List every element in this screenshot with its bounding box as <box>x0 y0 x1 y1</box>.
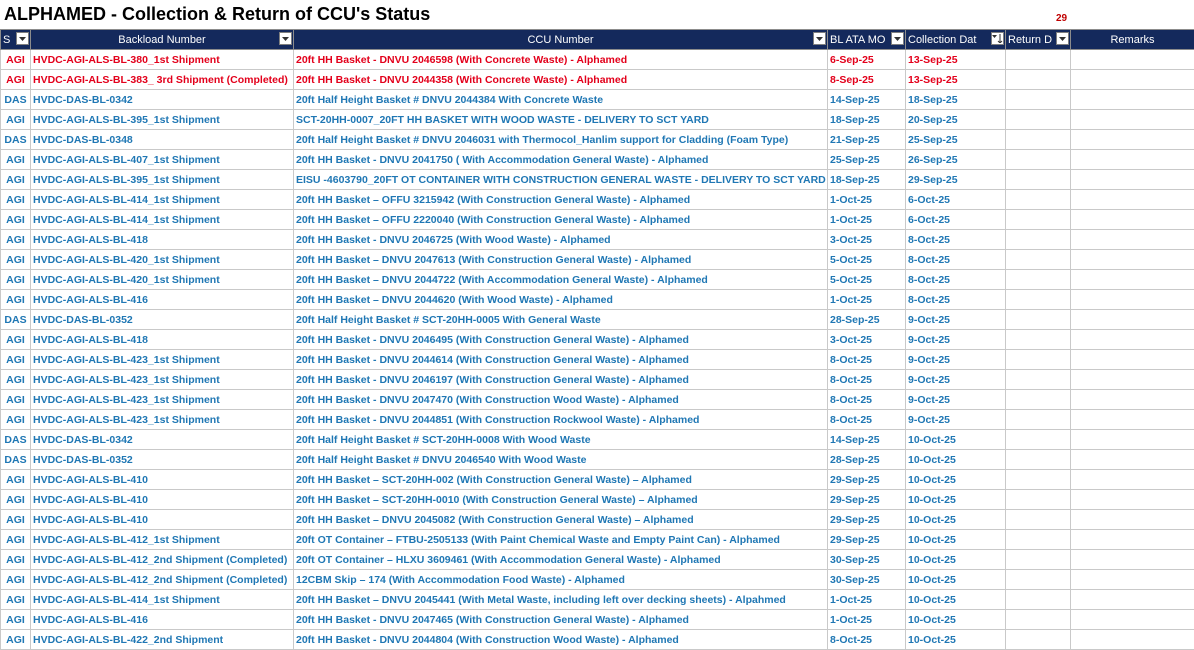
site-cell[interactable]: DAS <box>1 310 31 330</box>
collection-date-cell[interactable]: 13-Sep-25 <box>906 70 1006 90</box>
backload-number-cell[interactable]: HVDC-AGI-ALS-BL-423_1st Shipment <box>31 410 294 430</box>
ccu-number-cell[interactable]: 20ft HH Basket - DNVU 2046495 (With Construction General Waste) - Alphamed <box>294 330 828 350</box>
remarks-cell[interactable] <box>1071 590 1194 610</box>
table-row <box>1 490 1194 510</box>
site-cell[interactable]: DAS <box>1 430 31 450</box>
remarks-cell[interactable] <box>1071 490 1194 510</box>
remarks-cell[interactable] <box>1071 570 1194 590</box>
remarks-cell[interactable] <box>1071 330 1194 350</box>
site-cell[interactable]: AGI <box>1 210 31 230</box>
table-row <box>1 390 1194 410</box>
remarks-cell[interactable] <box>1071 630 1194 650</box>
table-row <box>1 410 1194 430</box>
table-row <box>1 210 1194 230</box>
collection-date-cell[interactable]: 10-Oct-25 <box>906 570 1006 590</box>
bl-ata-date-cell[interactable]: 25-Sep-25 <box>828 150 906 170</box>
return-date-cell[interactable] <box>1006 210 1071 230</box>
table-row <box>1 330 1194 350</box>
remarks-cell[interactable] <box>1071 90 1194 110</box>
table-row <box>1 610 1194 630</box>
backload-number-cell[interactable]: HVDC-AGI-ALS-BL-414_1st Shipment <box>31 210 294 230</box>
return-date-cell[interactable] <box>1006 590 1071 610</box>
site-cell[interactable]: DAS <box>1 130 31 150</box>
bl-ata-date-cell[interactable]: 3-Oct-25 <box>828 330 906 350</box>
bl-ata-date-cell[interactable]: 30-Sep-25 <box>828 570 906 590</box>
return-date-cell[interactable] <box>1006 130 1071 150</box>
table-row <box>1 150 1194 170</box>
remarks-cell[interactable] <box>1071 550 1194 570</box>
bl-ata-date-cell[interactable]: 30-Sep-25 <box>828 550 906 570</box>
return-date-cell[interactable] <box>1006 370 1071 390</box>
site-cell[interactable]: AGI <box>1 410 31 430</box>
backload-number-cell[interactable]: HVDC-AGI-ALS-BL-416 <box>31 610 294 630</box>
backload-number-cell[interactable]: HVDC-AGI-ALS-BL-380_1st Shipment <box>31 50 294 70</box>
return-date-cell[interactable] <box>1006 290 1071 310</box>
table-row <box>1 570 1194 590</box>
backload-number-cell[interactable]: HVDC-AGI-ALS-BL-418 <box>31 330 294 350</box>
filter-dropdown-icon[interactable] <box>813 32 826 45</box>
remarks-cell[interactable] <box>1071 270 1194 290</box>
bl-ata-date-cell[interactable]: 18-Sep-25 <box>828 170 906 190</box>
bl-ata-date-cell[interactable]: 29-Sep-25 <box>828 490 906 510</box>
collection-date-cell[interactable]: 13-Sep-25 <box>906 50 1006 70</box>
site-cell[interactable]: AGI <box>1 610 31 630</box>
ccu-number-cell[interactable]: 20ft Half Height Basket # SCT-20HH-0005 With General Waste <box>294 310 828 330</box>
ccu-number-cell[interactable]: 20ft Half Height Basket # DNVU 2044384 With Concrete Waste <box>294 90 828 110</box>
backload-number-cell[interactable]: HVDC-AGI-ALS-BL-422_2nd Shipment <box>31 630 294 650</box>
site-cell[interactable]: DAS <box>1 90 31 110</box>
filter-dropdown-icon[interactable] <box>891 32 904 45</box>
ccu-number-cell[interactable]: 20ft HH Basket – SCT-20HH-002 (With Construction General Waste) – Alphamed <box>294 470 828 490</box>
collection-date-cell[interactable]: 10-Oct-25 <box>906 510 1006 530</box>
site-cell[interactable]: AGI <box>1 350 31 370</box>
table-row <box>1 510 1194 530</box>
bl-ata-date-cell[interactable]: 8-Oct-25 <box>828 350 906 370</box>
collection-date-cell[interactable]: 10-Oct-25 <box>906 490 1006 510</box>
remarks-cell[interactable] <box>1071 230 1194 250</box>
remarks-cell[interactable] <box>1071 390 1194 410</box>
ccu-number-cell[interactable]: 20ft HH Basket - DNVU 2046598 (With Concrete Waste) - Alphamed <box>294 50 828 70</box>
bl-ata-date-cell[interactable]: 1-Oct-25 <box>828 190 906 210</box>
backload-number-cell[interactable]: HVDC-AGI-ALS-BL-395_1st Shipment <box>31 170 294 190</box>
bl-ata-date-cell[interactable]: 29-Sep-25 <box>828 470 906 490</box>
remarks-cell[interactable] <box>1071 530 1194 550</box>
remarks-cell[interactable] <box>1071 50 1194 70</box>
ccu-number-cell[interactable]: EISU -4603790_20FT OT CONTAINER WITH CONSTRUCTION GENERAL WASTE - DELIVERY TO SCT YARD <box>294 170 828 190</box>
return-date-cell[interactable] <box>1006 430 1071 450</box>
return-date-cell[interactable] <box>1006 250 1071 270</box>
return-date-cell[interactable] <box>1006 230 1071 250</box>
backload-number-cell[interactable]: HVDC-DAS-BL-0348 <box>31 130 294 150</box>
bl-ata-date-cell[interactable]: 14-Sep-25 <box>828 430 906 450</box>
bl-ata-date-cell[interactable]: 1-Oct-25 <box>828 210 906 230</box>
collection-date-cell[interactable]: 10-Oct-25 <box>906 630 1006 650</box>
site-cell[interactable]: AGI <box>1 170 31 190</box>
return-date-cell[interactable] <box>1006 270 1071 290</box>
ccu-number-cell[interactable]: 20ft HH Basket – DNVU 2045082 (With Construction General Waste) – Alphamed <box>294 510 828 530</box>
collection-date-cell[interactable]: 8-Oct-25 <box>906 290 1006 310</box>
remarks-cell[interactable] <box>1071 470 1194 490</box>
ccu-number-cell[interactable]: 20ft HH Basket – SCT-20HH-0010 (With Construction General Waste) – Alphamed <box>294 490 828 510</box>
collection-date-cell[interactable]: 10-Oct-25 <box>906 430 1006 450</box>
filter-dropdown-icon[interactable] <box>16 32 29 45</box>
backload-number-cell[interactable]: HVDC-DAS-BL-0342 <box>31 90 294 110</box>
table-row <box>1 470 1194 490</box>
remarks-cell[interactable] <box>1071 370 1194 390</box>
return-date-cell[interactable] <box>1006 530 1071 550</box>
ccu-number-cell[interactable]: 20ft HH Basket - DNVU 2044614 (With Construction General Waste) - Alphamed <box>294 350 828 370</box>
site-cell[interactable]: AGI <box>1 570 31 590</box>
backload-number-cell[interactable]: HVDC-AGI-ALS-BL-410 <box>31 510 294 530</box>
backload-number-cell[interactable]: HVDC-AGI-ALS-BL-416 <box>31 290 294 310</box>
remarks-cell[interactable] <box>1071 110 1194 130</box>
bl-ata-date-cell[interactable]: 1-Oct-25 <box>828 610 906 630</box>
header-row <box>1 30 1194 50</box>
bl-ata-date-cell[interactable]: 28-Sep-25 <box>828 450 906 470</box>
site-cell[interactable]: DAS <box>1 450 31 470</box>
bl-ata-date-cell[interactable]: 1-Oct-25 <box>828 290 906 310</box>
return-date-cell[interactable] <box>1006 190 1071 210</box>
table-row <box>1 310 1194 330</box>
backload-number-cell[interactable]: HVDC-DAS-BL-0352 <box>31 310 294 330</box>
backload-number-cell[interactable]: HVDC-AGI-ALS-BL-383_ 3rd Shipment (Completed) <box>31 70 294 90</box>
bl-ata-date-cell[interactable]: 14-Sep-25 <box>828 90 906 110</box>
collection-date-cell[interactable]: 6-Oct-25 <box>906 190 1006 210</box>
collection-date-cell[interactable]: 20-Sep-25 <box>906 110 1006 130</box>
site-cell[interactable]: AGI <box>1 590 31 610</box>
table-row <box>1 590 1194 610</box>
remarks-cell[interactable] <box>1071 250 1194 270</box>
remarks-cell[interactable] <box>1071 450 1194 470</box>
remarks-cell[interactable] <box>1071 310 1194 330</box>
ccu-number-cell[interactable]: 20ft Half Height Basket # SCT-20HH-0008 With Wood Waste <box>294 430 828 450</box>
remarks-cell[interactable] <box>1071 170 1194 190</box>
return-date-cell[interactable] <box>1006 110 1071 130</box>
ccu-number-cell[interactable]: 20ft HH Basket - DNVU 2047465 (With Construction General Waste) - Alphamed <box>294 610 828 630</box>
bl-ata-date-cell[interactable]: 29-Sep-25 <box>828 510 906 530</box>
table-row <box>1 90 1194 110</box>
bl-ata-date-cell[interactable]: 28-Sep-25 <box>828 310 906 330</box>
collection-date-cell[interactable]: 29-Sep-25 <box>906 170 1006 190</box>
table-row <box>1 290 1194 310</box>
site-cell[interactable]: AGI <box>1 490 31 510</box>
header-ccu: CCU Number <box>294 30 828 50</box>
backload-number-cell[interactable]: HVDC-AGI-ALS-BL-412_1st Shipment <box>31 530 294 550</box>
remarks-cell[interactable] <box>1071 510 1194 530</box>
ccu-number-cell[interactable]: 20ft HH Basket - DNVU 2047470 (With Construction Wood Waste) - Alphamed <box>294 390 828 410</box>
remarks-cell[interactable] <box>1071 150 1194 170</box>
remarks-cell[interactable] <box>1071 610 1194 630</box>
return-date-cell[interactable] <box>1006 390 1071 410</box>
sheet-title: ALPHAMED - Collection & Return of CCU's Status <box>4 4 430 25</box>
header-return-date: Return D <box>1006 30 1071 50</box>
ccu-number-cell[interactable]: SCT-20HH-0007_20FT HH BASKET WITH WOOD WASTE - DELIVERY TO SCT YARD <box>294 110 828 130</box>
backload-number-cell[interactable]: HVDC-AGI-ALS-BL-414_1st Shipment <box>31 190 294 210</box>
table-row <box>1 250 1194 270</box>
site-cell[interactable]: AGI <box>1 230 31 250</box>
site-cell[interactable]: AGI <box>1 630 31 650</box>
table-row <box>1 70 1194 90</box>
ccu-number-cell[interactable]: 20ft HH Basket - DNVU 2044851 (With Construction Rockwool Waste) - Alphamed <box>294 410 828 430</box>
bl-ata-date-cell[interactable]: 5-Oct-25 <box>828 270 906 290</box>
ccu-number-cell[interactable]: 20ft Half Height Basket # DNVU 2046031 with Thermocol_Hanlim support for Cladding (Foam Type) <box>294 130 828 150</box>
ccu-number-cell[interactable]: 20ft HH Basket - DNVU 2046197 (With Construction General Waste) - Alphamed <box>294 370 828 390</box>
header-collection-date: Collection Dat <box>906 30 1006 50</box>
table-row <box>1 230 1194 250</box>
site-cell[interactable]: AGI <box>1 290 31 310</box>
table-row <box>1 270 1194 290</box>
return-date-cell[interactable] <box>1006 550 1071 570</box>
site-cell[interactable]: AGI <box>1 470 31 490</box>
backload-number-cell[interactable]: HVDC-AGI-ALS-BL-410 <box>31 470 294 490</box>
backload-number-cell[interactable]: HVDC-AGI-ALS-BL-412_2nd Shipment (Completed) <box>31 550 294 570</box>
return-date-cell[interactable] <box>1006 470 1071 490</box>
bl-ata-date-cell[interactable]: 21-Sep-25 <box>828 130 906 150</box>
bl-ata-date-cell[interactable]: 3-Oct-25 <box>828 230 906 250</box>
collection-date-cell[interactable]: 9-Oct-25 <box>906 310 1006 330</box>
ccu-number-cell[interactable]: 20ft HH Basket – DNVU 2047613 (With Construction General Waste) - Alphamed <box>294 250 828 270</box>
remarks-cell[interactable] <box>1071 410 1194 430</box>
ccu-number-cell[interactable]: 20ft HH Basket – DNVU 2044620 (With Wood Waste) - Alphamed <box>294 290 828 310</box>
table-row <box>1 350 1194 370</box>
collection-date-cell[interactable]: 26-Sep-25 <box>906 150 1006 170</box>
backload-number-cell[interactable]: HVDC-DAS-BL-0352 <box>31 450 294 470</box>
return-date-cell[interactable] <box>1006 490 1071 510</box>
collection-date-cell[interactable]: 6-Oct-25 <box>906 210 1006 230</box>
table-row <box>1 130 1194 150</box>
table-row <box>1 110 1194 130</box>
backload-number-cell[interactable]: HVDC-AGI-ALS-BL-423_1st Shipment <box>31 370 294 390</box>
site-cell[interactable]: AGI <box>1 550 31 570</box>
return-date-cell[interactable] <box>1006 90 1071 110</box>
return-date-cell[interactable] <box>1006 170 1071 190</box>
collection-date-cell[interactable]: 9-Oct-25 <box>906 330 1006 350</box>
collection-date-cell[interactable]: 8-Oct-25 <box>906 270 1006 290</box>
remarks-cell[interactable] <box>1071 430 1194 450</box>
ccu-number-cell[interactable]: 20ft HH Basket – DNVU 2045441 (With Metal Waste, including left over decking sheets) - Alpahmed <box>294 590 828 610</box>
collection-date-cell[interactable]: 8-Oct-25 <box>906 230 1006 250</box>
header-backload: Backload Number <box>31 30 294 50</box>
collection-date-cell[interactable]: 25-Sep-25 <box>906 130 1006 150</box>
remarks-cell[interactable] <box>1071 130 1194 150</box>
backload-number-cell[interactable]: HVDC-AGI-ALS-BL-395_1st Shipment <box>31 110 294 130</box>
collection-date-cell[interactable]: 18-Sep-25 <box>906 90 1006 110</box>
return-date-cell[interactable] <box>1006 630 1071 650</box>
site-cell[interactable]: AGI <box>1 330 31 350</box>
collection-date-cell[interactable]: 10-Oct-25 <box>906 450 1006 470</box>
return-date-cell[interactable] <box>1006 150 1071 170</box>
table-row <box>1 530 1194 550</box>
backload-number-cell[interactable]: HVDC-DAS-BL-0342 <box>31 430 294 450</box>
ccu-number-cell[interactable]: 12CBM Skip – 174 (With Accommodation Food Waste) - Alphamed <box>294 570 828 590</box>
bl-ata-date-cell[interactable]: 18-Sep-25 <box>828 110 906 130</box>
collection-date-cell[interactable]: 10-Oct-25 <box>906 590 1006 610</box>
collection-date-cell[interactable]: 10-Oct-25 <box>906 530 1006 550</box>
backload-number-cell[interactable]: HVDC-AGI-ALS-BL-407_1st Shipment <box>31 150 294 170</box>
site-cell[interactable]: AGI <box>1 110 31 130</box>
backload-number-cell[interactable]: HVDC-AGI-ALS-BL-414_1st Shipment <box>31 590 294 610</box>
sort-ascending-filter-icon[interactable] <box>991 32 1004 45</box>
remarks-cell[interactable] <box>1071 210 1194 230</box>
collection-date-cell[interactable]: 10-Oct-25 <box>906 550 1006 570</box>
backload-number-cell[interactable]: HVDC-AGI-ALS-BL-410 <box>31 490 294 510</box>
bl-ata-date-cell[interactable]: 6-Sep-25 <box>828 50 906 70</box>
backload-number-cell[interactable]: HVDC-AGI-ALS-BL-420_1st Shipment <box>31 250 294 270</box>
ccu-number-cell[interactable]: 20ft HH Basket - DNVU 2041750 ( With Accommodation General Waste) - Alphamed <box>294 150 828 170</box>
return-date-cell[interactable] <box>1006 570 1071 590</box>
bl-ata-date-cell[interactable]: 8-Oct-25 <box>828 410 906 430</box>
site-cell[interactable]: AGI <box>1 150 31 170</box>
site-cell[interactable]: AGI <box>1 190 31 210</box>
collection-date-cell[interactable]: 10-Oct-25 <box>906 610 1006 630</box>
site-cell[interactable]: AGI <box>1 370 31 390</box>
bl-ata-date-cell[interactable]: 1-Oct-25 <box>828 590 906 610</box>
site-cell[interactable]: AGI <box>1 70 31 90</box>
table-row <box>1 370 1194 390</box>
collection-date-cell[interactable]: 9-Oct-25 <box>906 390 1006 410</box>
return-date-cell[interactable] <box>1006 350 1071 370</box>
filter-dropdown-icon[interactable] <box>1056 32 1069 45</box>
return-date-cell[interactable] <box>1006 50 1071 70</box>
table-row <box>1 170 1194 190</box>
return-date-cell[interactable] <box>1006 70 1071 90</box>
header-bl-ata: BL ATA MO <box>828 30 906 50</box>
row-count: 29 <box>1056 13 1067 24</box>
return-date-cell[interactable] <box>1006 450 1071 470</box>
collection-date-cell[interactable]: 8-Oct-25 <box>906 250 1006 270</box>
remarks-cell[interactable] <box>1071 290 1194 310</box>
ccu-number-cell[interactable]: 20ft HH Basket - DNVU 2044804 (With Construction Wood Waste) - Alphamed <box>294 630 828 650</box>
ccu-number-cell[interactable]: 20ft OT Container – HLXU 3609461 (With Accommodation General Waste) - Alphamed <box>294 550 828 570</box>
bl-ata-date-cell[interactable]: 8-Oct-25 <box>828 370 906 390</box>
table-row <box>1 630 1194 650</box>
ccu-number-cell[interactable]: 20ft HH Basket – OFFU 3215942 (With Construction General Waste) - Alphamed <box>294 190 828 210</box>
site-cell[interactable]: AGI <box>1 270 31 290</box>
remarks-cell[interactable] <box>1071 350 1194 370</box>
collection-date-cell[interactable]: 9-Oct-25 <box>906 370 1006 390</box>
ccu-number-cell[interactable]: 20ft HH Basket - DNVU 2044358 (With Concrete Waste) - Alphamed <box>294 70 828 90</box>
site-cell[interactable]: AGI <box>1 250 31 270</box>
return-date-cell[interactable] <box>1006 330 1071 350</box>
site-cell[interactable]: AGI <box>1 530 31 550</box>
table-row <box>1 550 1194 570</box>
backload-number-cell[interactable]: HVDC-AGI-ALS-BL-423_1st Shipment <box>31 390 294 410</box>
bl-ata-date-cell[interactable]: 8-Oct-25 <box>828 630 906 650</box>
backload-number-cell[interactable]: HVDC-AGI-ALS-BL-423_1st Shipment <box>31 350 294 370</box>
collection-date-cell[interactable]: 9-Oct-25 <box>906 350 1006 370</box>
site-cell[interactable]: AGI <box>1 390 31 410</box>
ccu-status-table <box>0 29 1194 650</box>
bl-ata-date-cell[interactable]: 8-Oct-25 <box>828 390 906 410</box>
bl-ata-date-cell[interactable]: 5-Oct-25 <box>828 250 906 270</box>
backload-number-cell[interactable]: HVDC-AGI-ALS-BL-420_1st Shipment <box>31 270 294 290</box>
table-row <box>1 50 1194 70</box>
ccu-number-cell[interactable]: 20ft HH Basket – OFFU 2220040 (With Construction General Waste) - Alphamed <box>294 210 828 230</box>
ccu-number-cell[interactable]: 20ft HH Basket - DNVU 2046725 (With Wood Waste) - Alphamed <box>294 230 828 250</box>
header-site: S <box>1 30 31 50</box>
header-remarks: Remarks <box>1071 30 1194 50</box>
bl-ata-date-cell[interactable]: 8-Sep-25 <box>828 70 906 90</box>
site-cell[interactable]: AGI <box>1 510 31 530</box>
table-row <box>1 190 1194 210</box>
return-date-cell[interactable] <box>1006 610 1071 630</box>
site-cell[interactable]: AGI <box>1 50 31 70</box>
table-row <box>1 430 1194 450</box>
return-date-cell[interactable] <box>1006 410 1071 430</box>
collection-date-cell[interactable]: 9-Oct-25 <box>906 410 1006 430</box>
ccu-number-cell[interactable]: 20ft OT Container – FTBU-2505133 (With Paint Chemical Waste and Empty Paint Can) - Alphamed <box>294 530 828 550</box>
backload-number-cell[interactable]: HVDC-AGI-ALS-BL-412_2nd Shipment (Completed) <box>31 570 294 590</box>
remarks-cell[interactable] <box>1071 70 1194 90</box>
return-date-cell[interactable] <box>1006 510 1071 530</box>
ccu-number-cell[interactable]: 20ft HH Basket – DNVU 2044722 (With Accommodation General Waste) - Alphamed <box>294 270 828 290</box>
ccu-number-cell[interactable]: 20ft Half Height Basket # DNVU 2046540 With Wood Waste <box>294 450 828 470</box>
return-date-cell[interactable] <box>1006 310 1071 330</box>
backload-number-cell[interactable]: HVDC-AGI-ALS-BL-418 <box>31 230 294 250</box>
filter-dropdown-icon[interactable] <box>279 32 292 45</box>
bl-ata-date-cell[interactable]: 29-Sep-25 <box>828 530 906 550</box>
collection-date-cell[interactable]: 10-Oct-25 <box>906 470 1006 490</box>
table-row <box>1 450 1194 470</box>
remarks-cell[interactable] <box>1071 190 1194 210</box>
